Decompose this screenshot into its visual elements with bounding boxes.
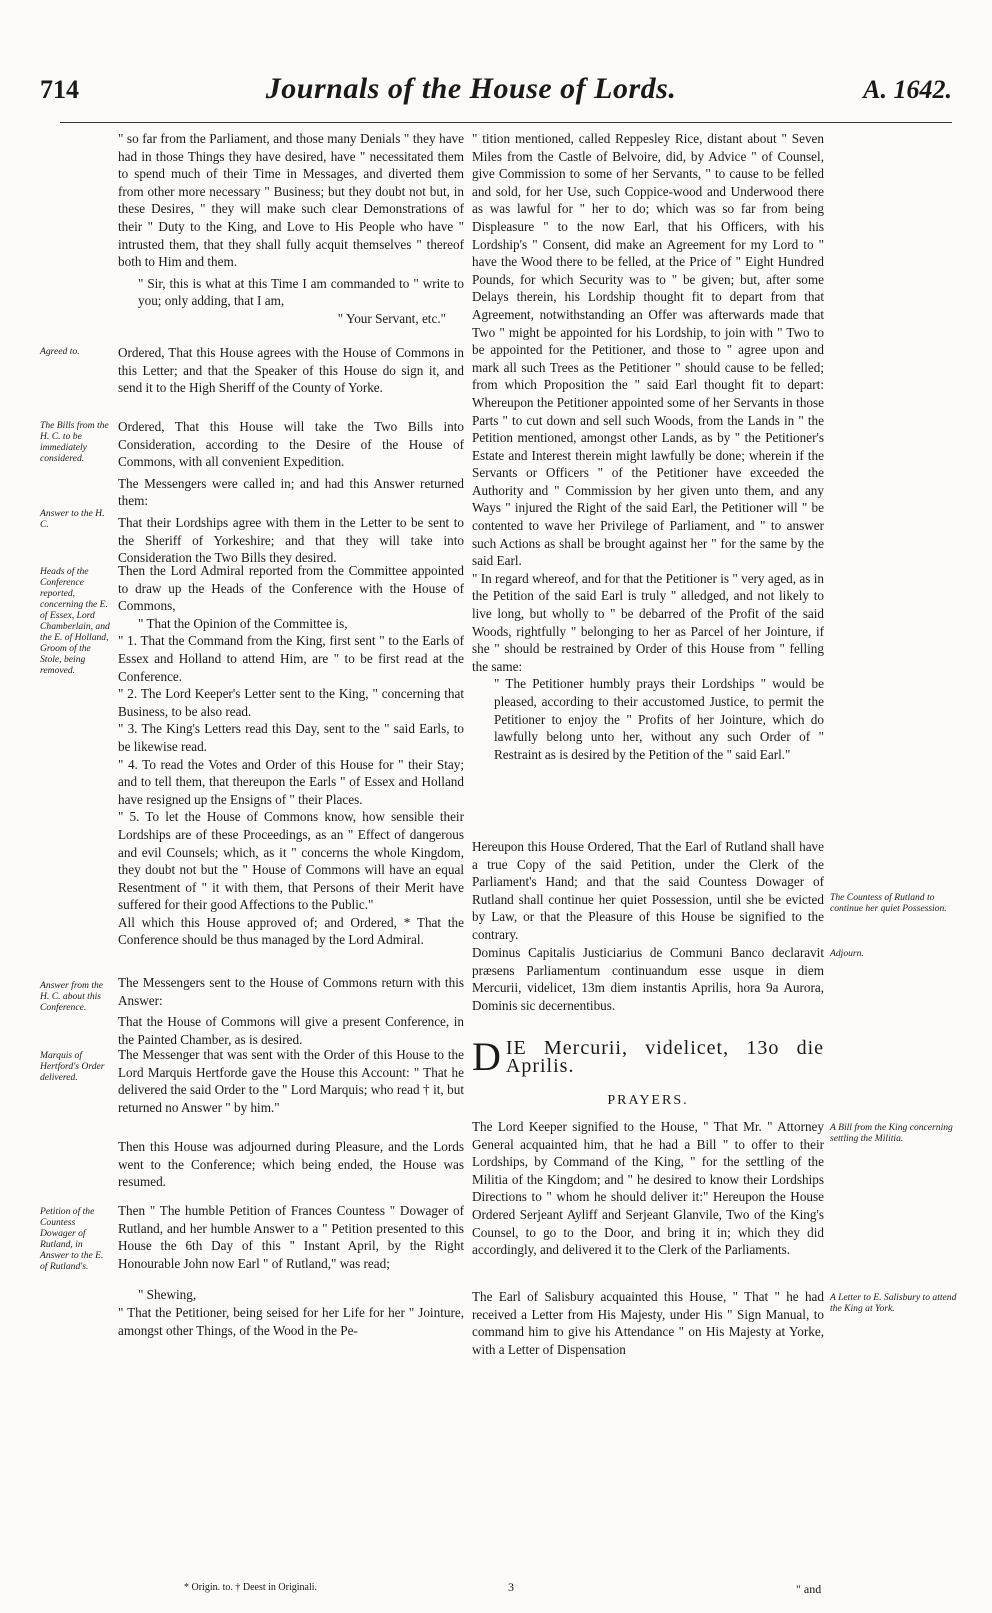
paragraph: The Lord Keeper signified to the House, " That Mr. " Attorney General acquainted him, that he had a Bill " to offer to their Lordships, by Command of the King, " for the settling of the Militia of the Kingdom; and " he desired to know their Lordships Directions to " whom he should deliver it:" Hereupon the House Ordered Serjeant Ayliff and Serjeant Glanvile, Two of the King's Counsel, to go to the Door, and bring it in; which they did accordingly, and delivered it to the Clerk of the Parliaments. [472, 1119, 824, 1258]
right-block-3 [472, 944, 824, 1014]
paragraph: " The Petitioner humbly prays their Lordships " would be pleased, according to their accustomed Justice, to permit the Petitioner to enjoy the " Profits of her Jointure, which do lawfully belong unto her, without any such Order of " Restraint as is desired by the Petition of the " said Earl." [494, 676, 824, 762]
paragraph: Ordered, That this House agrees with the House of Commons in this Letter; and that the Speaker of this House do sign it, and send it to the High Sheriff of the County of Yorke. [118, 345, 464, 396]
margin-note: A Letter to E. Salisbury to attend the King at York. [830, 1292, 957, 1314]
left-block-3 [118, 418, 464, 567]
left-block-1 [118, 130, 464, 328]
left-block-2 [118, 344, 464, 397]
page-year: A. 1642. [863, 75, 952, 104]
drop-cap: D [472, 1034, 502, 1079]
signature-line: " Your Servant, etc." [337, 310, 446, 326]
paragraph: Then this House was adjourned during Pleasure, and the Lords went to the Conference; which being ended, the House was resumed. [118, 1139, 464, 1190]
paragraph: Hereupon this House Ordered, That the Earl of Rutland shall have a true Copy of the said Petition, under the Clerk of the Parliament's Hand; and that the said Countess Dowager of Rutland shall continue her quiet Possession, until she be evicted by Law, or that the Pleasure of this House be signified to the contrary. [472, 839, 824, 942]
left-block-4 [118, 562, 464, 949]
footnotes: * Origin. to. † Deest in Originali. [184, 1582, 318, 1593]
right-block-1 [472, 130, 824, 763]
right-block-5 [472, 1288, 824, 1358]
left-block-8 [118, 1202, 464, 1339]
paragraph: " 3. The King's Letters read this Day, sent to the " said Earls, to be likewise read. [118, 721, 464, 754]
margin-note: Agreed to. [40, 346, 80, 357]
paragraph: Then " The humble Petition of Frances Countess " Dowager of Rutland, and her humble Answer to a " Petition presented to this House the 6th Day of this " Instant April, by the Right Honourable John now Earl " of Rutland," was read; [118, 1203, 464, 1271]
paragraph: The Messenger that was sent with the Order of this House to the Lord Marquis Hertforde gave the House this Account: " That he delivered the said Order to the " Lord Marquis; who read † it, but returned no Answer " by him." [118, 1047, 464, 1115]
paragraph: That the House of Commons will give a present Conference, in the Painted Chamber, as is desired. [118, 1014, 464, 1047]
right-block-4 [472, 1118, 824, 1259]
left-block-5 [118, 974, 464, 1048]
paragraph: " That the Petitioner, being seised for her Life for her " Jointure, amongst other Things, of the Wood in the Pe- [118, 1304, 464, 1338]
paragraph: Ordered, That this House will take the Two Bills into Consideration, according to the Desire of the House of Commons, with all convenient Expedition. [118, 419, 464, 470]
paragraph: " 4. To read the Votes and Order of this House for " their Stay; and to tell them, that thereupon the Earls " of Essex and Holland have resigned up the Ensigns of " their Places. [118, 756, 464, 807]
day-heading [472, 1034, 824, 1079]
margin-note: A Bill from the King concerning settling the Militia. [830, 1122, 953, 1144]
prayers-heading: PRAYERS. [607, 1093, 689, 1108]
paragraph: " 1. That the Command from the King, first sent " to the Earls of Essex and Holland to attend Him, are " to be first read at the Conference. [118, 633, 464, 684]
margin-note: The Bills from the H. C. to be immediately considered. [40, 420, 109, 464]
paragraph: " Shewing, [138, 1287, 197, 1303]
left-block-7 [118, 1138, 464, 1191]
margin-note: Petition of the Countess Dowager of Rutland, in Answer to the E. of Rutland's. [40, 1206, 104, 1272]
page-header [40, 72, 952, 120]
right-block-2 [472, 838, 824, 944]
paragraph: " so far from the Parliament, and those many Denials " they have had in those Things they have desired, have " necessitated them to spend much of their Time in Messages, and diverted them from other more necessary " Business; but they doubt not but, in these Desires, " they will make such clear Demonstrations of their " Duty to the King, and Love to His People who have " intrusted them, that they shall fully acquit themselves " thereof both to Him and them. [118, 131, 464, 270]
margin-note: Heads of the Conference reported, concerning the E. of Essex, Lord Chamberlain, and the E. of Holland, Groom of the Stole, being removed. [40, 566, 110, 676]
day-title: IE Mercurii, videlicet, 13o die Aprilis. [505, 1037, 824, 1077]
margin-note: Answer from the H. C. about this Conference. [40, 980, 104, 1013]
paragraph: " 5. To let the House of Commons know, how sensible their Lordships are of these Proceedings, as an " Effect of dangerous and evil Counsels; which, as it " concerns the whole Kingdom, they doubt not but the " House of Commons will have an equal Resentment of " it with them, that Persons of their Merit have suffered for their good Affections to the Public." [118, 809, 464, 913]
paragraph: Dominus Capitalis Justiciarius de Communi Banco declaravit præsens Parliamentum continuandum esse usque in diem Mercurii, videlicet, 13m diem instantis Aprilis, hora 9a Aurora, Dominis sic decernentibus. [472, 945, 824, 1013]
margin-note: Answer to the H. C. [40, 508, 105, 530]
catchword: " and [796, 1582, 822, 1596]
header-rule [60, 122, 952, 123]
paragraph: " That the Opinion of the Committee is, [138, 615, 348, 631]
paragraph: " tition mentioned, called Reppesley Rice, distant about " Seven Miles from the Castle of Belvoire, did, by Advice " of Counsel, give Commission to some of her Servants, " to cause to be felled and sold, for her Use, such Coppice-wood and Underwood there as was lawful for " her to do; which was so far from being Displeasure " to the now Earl, that his Officers, with his Lordship's " Consent, did make an Agreement for my Lord to " have the Wood there to be felled, at the Price of " Eight Hundred Pounds, for which Security was to " be given; but, after some Delays therein, his Lordship thought fit to depart from that Agreement, notwithstanding an Offer was afterwards made that Two " might be appointed for his Lordship, to join with " Two to be appointed for the Petitioner, and those to " agree upon and mark all such Trees as the Petitioner " should cause to be felled; from which Proposition the " said Earl thought fit to depart: Whereupon the Petitioner appointed some of her Servants in those Parts " to cut down and sell such Woods, from the Lands in " the Petition mentioned, amongst other Lands, as by " the Petitioner's Estate and Interest therein might lawfully be done; wherein if the Servants or Officers " of the Petitioner have exceeded the Authority and " Commission by her given unto them, and any Ways " injured the Right of the said Earl, the Petitioner will " be contented to wave her Privilege of Parliament, and " to answer such Actions as shall be brought against her " for the same by the said Earl. [472, 131, 824, 569]
margin-note: Marquis of Hertford's Order delivered. [40, 1050, 105, 1083]
left-block-6 [118, 1046, 464, 1116]
signature-mark: 3 [508, 1580, 514, 1594]
paragraph: The Messengers sent to the House of Commons return with this Answer: [118, 975, 464, 1008]
page-title: Journals of the House of Lords. [265, 72, 677, 105]
paragraph: " Sir, this is what at this Time I am commanded to " write to you; only adding, that I am, [138, 275, 464, 309]
paragraph: That their Lordships agree with them in the Letter to be sent to the Sheriff of Yorkeshire; and that they will take into Consideration the Two Bills they desired. [118, 514, 464, 566]
paragraph: The Earl of Salisbury acquainted this House, " That " he had received a Letter from His Majesty, under His " Sign Manual, to command him to give his Attendance " on His Majesty at Yorke, with a Letter of Dispensation [472, 1289, 824, 1357]
margin-note: The Countess of Rutland to continue her quiet Possession. [830, 892, 947, 914]
page-number: 714 [40, 75, 79, 104]
paragraph: Then the Lord Admiral reported from the Committee appointed to draw up the Heads of the Conference with the House of Commons, [118, 563, 464, 614]
paragraph: " In regard whereof, and for that the Petitioner is " very aged, as in the Petition of the said Earl is truly " alledged, and not likely to live long, but wholly to " be debarred of the Profit of the said Woods, rightfully " belonging to her as Parcel of her Jointure, if she " should be restrained by Order of this House from " felling the same: [472, 570, 824, 674]
margin-note: Adjourn. [830, 948, 864, 959]
paragraph: The Messengers were called in; and had this Answer returned them: [118, 475, 464, 509]
paragraph: " 2. The Lord Keeper's Letter sent to the King, " concerning that Business, to be also read. [118, 686, 464, 719]
paragraph: All which this House approved of; and Ordered, * That the Conference should be thus managed by the Lord Admiral. [118, 914, 464, 948]
